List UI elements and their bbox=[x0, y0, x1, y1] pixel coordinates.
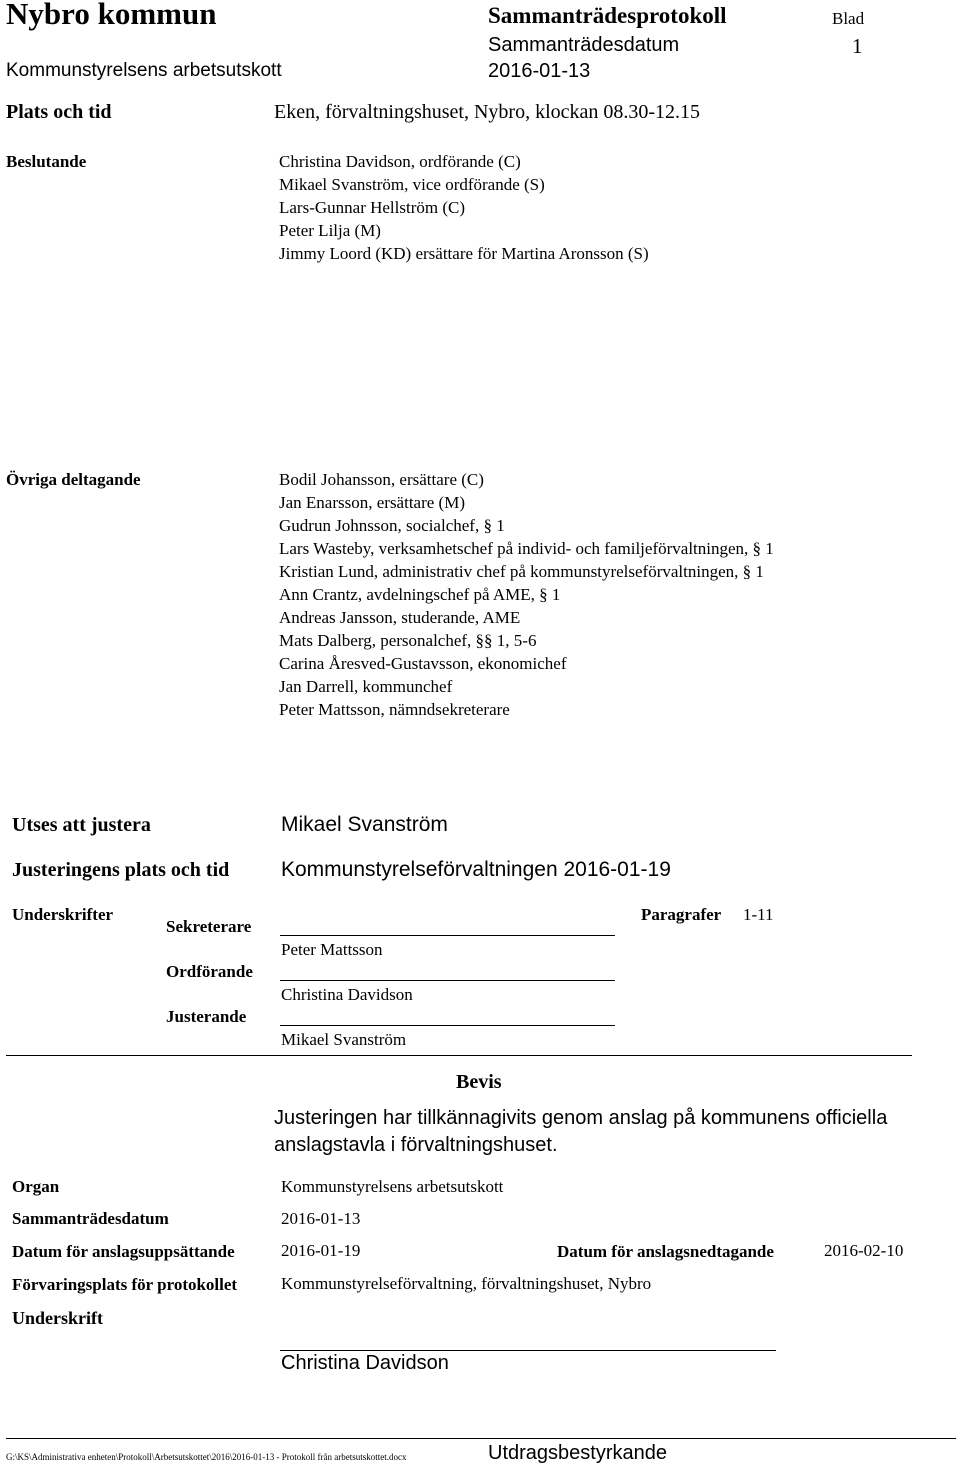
post-date-label: Datum för anslagsuppsättande bbox=[12, 1242, 235, 1261]
organization-name: Nybro kommun bbox=[6, 0, 217, 31]
remove-date-value: 2016-02-10 bbox=[824, 1241, 904, 1260]
signer-name: Christina Davidson bbox=[281, 1352, 449, 1374]
list-item: Gudrun Johnsson, socialchef, § 1 bbox=[279, 516, 505, 535]
role-secretary: Sekreterare bbox=[166, 917, 252, 936]
remove-date-label: Datum för anslagsnedtagande bbox=[557, 1242, 774, 1261]
document-type: Sammanträdesprotokoll bbox=[488, 3, 727, 28]
signature-line bbox=[280, 1025, 615, 1026]
storage-value: Kommunstyrelseförvaltning, förvaltningshuset, Nybro bbox=[281, 1274, 652, 1293]
list-item: Kristian Lund, administrativ chef på kommunstyrelseförvaltningen, § 1 bbox=[279, 562, 764, 581]
list-item: Lars Wasteby, verksamhetschef på individ- och familjeförvaltningen, § 1 bbox=[279, 539, 774, 558]
footer-divider bbox=[6, 1438, 956, 1439]
bevis-title: Bevis bbox=[456, 1071, 502, 1093]
role-chair: Ordförande bbox=[166, 962, 253, 981]
chair-name: Christina Davidson bbox=[281, 985, 413, 1004]
committee-name: Kommunstyrelsens arbetsutskott bbox=[6, 60, 282, 81]
list-item: Mats Dalberg, personalchef, §§ 1, 5-6 bbox=[279, 631, 537, 650]
signature-line bbox=[280, 980, 615, 981]
role-adjuster: Justerande bbox=[166, 1007, 247, 1026]
storage-label: Förvaringsplats för protokollet bbox=[12, 1275, 238, 1294]
list-item: Peter Mattsson, nämndsekreterare bbox=[279, 700, 510, 719]
adjuster-signer-name: Mikael Svanström bbox=[281, 1030, 407, 1049]
list-item: Jan Darrell, kommunchef bbox=[279, 677, 453, 696]
place-label: Plats och tid bbox=[6, 101, 112, 123]
list-item: Jan Enarsson, ersättare (M) bbox=[279, 493, 465, 512]
list-item: Bodil Johansson, ersättare (C) bbox=[279, 470, 484, 489]
place-value: Eken, förvaltningshuset, Nybro, klockan 08.30-12.15 bbox=[274, 101, 701, 123]
file-path: G:\KS\Administrativa enheten\Protokoll\Arbetsutskottet\2016\2016-01-13 - Protokoll från arbetsutskottet.docx bbox=[6, 1452, 407, 1462]
others-list bbox=[279, 468, 774, 721]
signatures-label: Underskrifter bbox=[12, 905, 114, 924]
list-item: Lars-Gunnar Hellström (C) bbox=[279, 198, 466, 217]
others-label: Övriga deltagande bbox=[6, 470, 141, 489]
secretary-name: Peter Mattsson bbox=[281, 940, 383, 959]
list-item: Peter Lilja (M) bbox=[279, 221, 381, 240]
organ-label: Organ bbox=[12, 1177, 60, 1196]
bevis-text-line1: Justeringen har tillkännagivits genom anslag på kommunens officiella bbox=[274, 1107, 888, 1129]
list-item: Ann Crantz, avdelningschef på AME, § 1 bbox=[279, 585, 561, 604]
paragraphs-value: 1-11 bbox=[743, 905, 774, 924]
list-item: Carina Åresved-Gustavsson, ekonomichef bbox=[279, 654, 567, 673]
section-divider bbox=[6, 1055, 912, 1056]
paragraphs-label: Paragrafer bbox=[641, 905, 722, 924]
deciders-list bbox=[279, 150, 649, 265]
adjust-place-time: Kommunstyrelseförvaltningen 2016-01-19 bbox=[281, 858, 671, 881]
adjuster-label: Utses att justera bbox=[12, 814, 151, 836]
adjuster-name: Mikael Svanström bbox=[281, 813, 448, 836]
signature-label: Underskrift bbox=[12, 1308, 103, 1328]
page-label: Blad bbox=[832, 9, 865, 28]
adjust-place-time-label: Justeringens plats och tid bbox=[12, 859, 230, 881]
signature-line bbox=[280, 1350, 776, 1351]
list-item: Christina Davidson, ordförande (C) bbox=[279, 152, 521, 171]
meeting-date-label-2: Sammanträdesdatum bbox=[12, 1209, 169, 1228]
deciders-label: Beslutande bbox=[6, 152, 87, 171]
signature-line bbox=[280, 935, 615, 936]
post-date-value: 2016-01-19 bbox=[281, 1241, 361, 1260]
page-number: 1 bbox=[852, 34, 863, 58]
list-item: Mikael Svanström, vice ordförande (S) bbox=[279, 175, 545, 194]
certification-stamp: Utdragsbestyrkande bbox=[488, 1442, 667, 1464]
bevis-text-line2: anslagstavla i förvaltningshuset. bbox=[274, 1134, 558, 1156]
meeting-date-label: Sammanträdesdatum bbox=[488, 34, 680, 56]
meeting-date: 2016-01-13 bbox=[488, 60, 591, 82]
list-item: Jimmy Loord (KD) ersättare för Martina Aronsson (S) bbox=[279, 244, 649, 263]
list-item: Andreas Jansson, studerande, AME bbox=[279, 608, 521, 627]
organ-value: Kommunstyrelsens arbetsutskott bbox=[281, 1177, 504, 1196]
meeting-date-value: 2016-01-13 bbox=[281, 1209, 361, 1228]
